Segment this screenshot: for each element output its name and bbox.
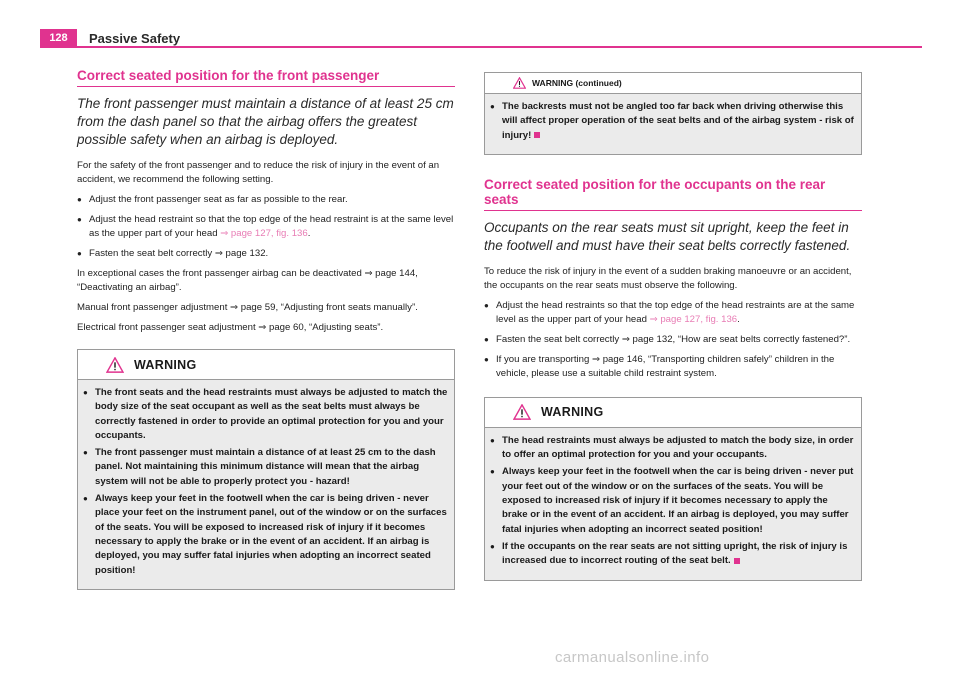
intro-text: To reduce the risk of injury in the event of a sudden braking manoeuvre or an accident, the occupants on the rear seats must observe the following.	[484, 265, 852, 291]
page-reference-link[interactable]: ⇒ page 127, fig. 136	[649, 313, 738, 325]
warning-title: WARNING (continued)	[532, 78, 622, 88]
section-title-rear-seats: Correct seated position for the occupants on the rear seats	[484, 177, 862, 211]
warning-item: ● The front passenger must maintain a distance of at least 25 cm to the dash panel. Not maintaining this minimum distance will mean that the airbag system will not be able to properly protect you - hazard!	[83, 446, 449, 489]
bullet-text: Adjust the head restraint so that the top edge of the head restraint is at the same level as the upper part of your head	[89, 214, 454, 239]
warning-item: ● The head restraints must always be adjusted to match the body size, in order to offer an optimal protection for you and your occupants.	[490, 434, 856, 463]
warning-title: WARNING	[134, 357, 197, 372]
header-rule	[77, 46, 922, 48]
bullet-item	[484, 299, 862, 327]
warning-header	[485, 73, 861, 94]
warning-triangle-icon	[513, 404, 531, 420]
bullet-item	[77, 213, 455, 241]
section-title-front-passenger: Correct seated position for the front passenger	[77, 68, 455, 87]
left-column	[77, 68, 455, 590]
paragraph: Electrical front passenger seat adjustment ⇒ page 60, “Adjusting seats”.	[77, 322, 384, 333]
bullet-end: .	[737, 313, 740, 325]
lead-text: Occupants on the rear seats must sit upright, keep the feet in the footwell and must have their seat belts correctly fastened.	[484, 219, 851, 253]
right-column	[484, 72, 862, 581]
bullet-text: Fasten the seat belt correctly	[89, 248, 215, 259]
lead-text: The front passenger must maintain a distance of at least 25 cm from the dash panel so that the airbag offers the greatest possible safety when an airbag is deployed.	[77, 96, 454, 147]
bullet-item: ● Adjust the front passenger seat as far as possible to the rear.	[77, 193, 455, 207]
end-marker-icon	[734, 558, 740, 564]
warning-text: If the occupants on the rear seats are not sitting upright, the risk of injury is increased due to incorrect routing of the seat belt.	[502, 540, 848, 567]
warning-header	[485, 398, 861, 428]
warning-text: The backrests must not be angled too far back when driving otherwise this will affect proper operation of the seat belts and of the airbag system - risk of injury!	[502, 101, 854, 141]
warning-header	[78, 350, 454, 380]
warning-item	[490, 100, 856, 143]
end-marker-icon	[534, 132, 540, 138]
warning-item: ● Always keep your feet in the footwell when the car is being driven - never put your feet out of the window or on the surfaces of the seats. You will be exposed to increased risk of injury if it becomes necessary to apply the brake or in the event of an accident. If an airbag is deployed, you may suffer fatal injuries when adopting an incorrect seated position!	[490, 465, 856, 536]
paragraph: In exceptional cases the front passenger airbag can be deactivated ⇒ page 144, “Deactivating an airbag”.	[77, 268, 418, 293]
bullet-text: Adjust the head restraints so that the top edge of the head restraints are at the same level as the upper part of your head	[496, 299, 855, 325]
bullet-item: ● Fasten the seat belt correctly ⇒ page 132, “How are seat belts correctly fastened?”.	[484, 333, 862, 347]
page-reference: ⇒ page 132.	[214, 248, 269, 259]
warning-box	[77, 349, 455, 590]
warning-triangle-icon	[513, 77, 526, 89]
warning-item: ● The front seats and the head restraints must always be adjusted to match the body size of the seat occupant as well as the seat belts must always be correctly fastened in order to provide an optimal protection for you and your occupants.	[83, 386, 449, 443]
bullet-item: ● If you are transporting ⇒ page 146, “Transporting children safely” children in the vehicle, please use a suitable child restraint system.	[484, 353, 862, 381]
bullet-item	[77, 247, 455, 261]
intro-text: For the safety of the front passenger and to reduce the risk of injury in the event of an accident, we recommend the following setting.	[77, 160, 440, 185]
warning-triangle-icon	[106, 357, 124, 373]
header-title: Passive Safety	[89, 31, 181, 46]
warning-title: WARNING	[541, 405, 604, 420]
page-number: 128	[40, 29, 77, 48]
warning-box-continued	[484, 72, 862, 155]
paragraph: Manual front passenger adjustment ⇒ page 59, “Adjusting front seats manually”.	[77, 302, 418, 313]
page-reference-link[interactable]: ⇒ page 127, fig. 136	[220, 228, 308, 239]
warning-box	[484, 397, 862, 581]
warning-item	[490, 540, 856, 569]
watermark: carmanualsonline.info	[555, 649, 710, 666]
warning-item: ● Always keep your feet in the footwell when the car is being driven - never place your feet on the instrument panel, out of the window or on the surfaces of the seats. You will be exposed to increased risk of injury if it becomes necessary to apply the brake or in the event of an accident. If an airbag is deployed, you may suffer fatal injuries when adopting an incorrect seated position!	[83, 492, 449, 578]
bullet-end: .	[307, 228, 311, 239]
